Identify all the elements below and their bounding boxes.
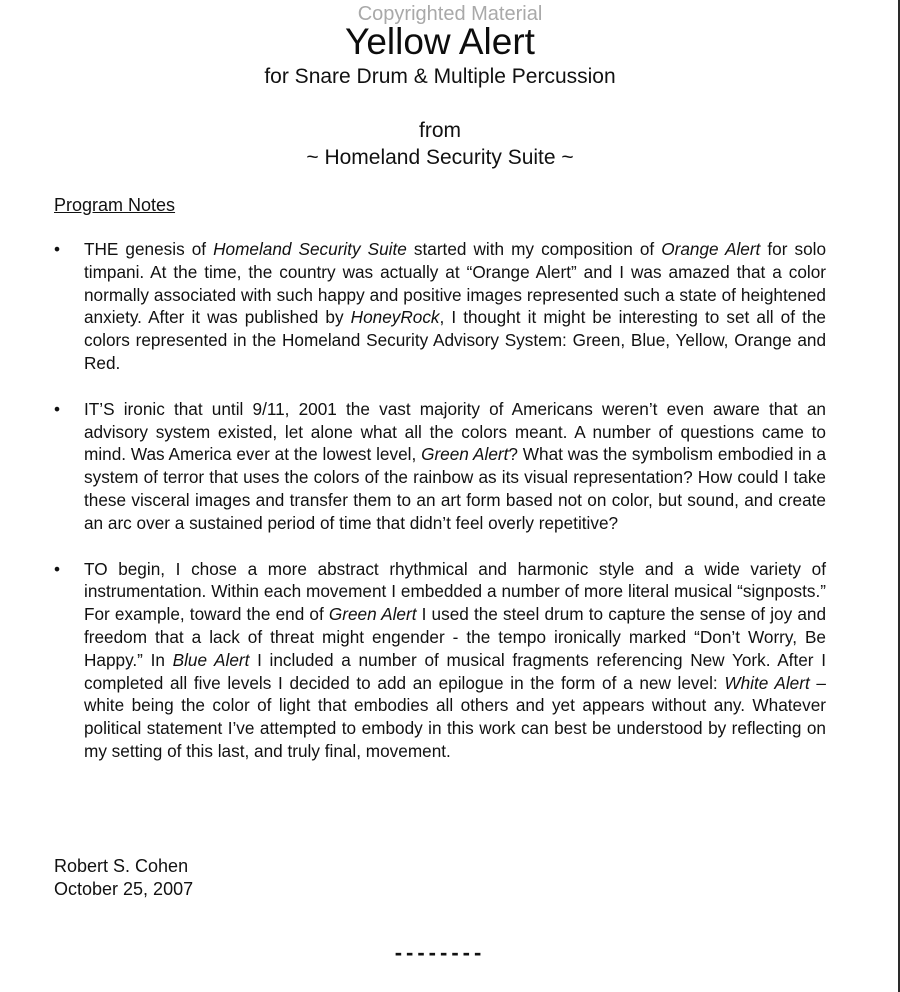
- signature-date: October 25, 2007: [54, 879, 194, 899]
- program-note-text: [84, 239, 826, 373]
- program-notes-heading: Program Notes: [54, 195, 176, 215]
- signature-block: [54, 855, 193, 901]
- note-text-run: for solo timpani. At the time, the country was actually at “Orange Alert” and I was amazed that a color normally associated with such happy and positive images represented such a state of heightened anxiety. After it was published by: [84, 239, 827, 328]
- program-notes-list: [54, 238, 826, 786]
- note-text-run: THE genesis of: [84, 239, 214, 259]
- note-text-run: I included a number of musical fragments referencing New York. After I completed all five levels I decided to add an epilogue in the form of a new level:: [84, 649, 826, 693]
- note-text-run: IT’S ironic that until 9/11, 2001 the vast majority of Americans weren’t even aware that an advisory system existed, let alone what all the colors meant. A number of questions came to mind. Was America ever at the lowest level,: [84, 398, 826, 465]
- italic-title-text: Blue Alert: [172, 649, 250, 670]
- program-note-item: [54, 558, 826, 763]
- note-text-run: – white being the color of light that embodies all others and yet appears without any. Whatever political statement I’ve attempted to embody in this work can best be understood by reflecting on my setting of this last, and truly final, movement.: [84, 672, 826, 761]
- suite-title: ~ Homeland Security Suite ~: [306, 146, 574, 169]
- note-text-run: started with my composition of: [406, 239, 662, 259]
- italic-title-text: White Alert: [724, 672, 810, 693]
- author-name: Robert S. Cohen: [54, 856, 189, 876]
- note-text-run: TO begin, I chose a more abstract rhythmical and harmonic style and a wide variety of instrumentation. Within each movement I embedded a number of more literal musical “signposts.” For example, toward the end of: [84, 558, 826, 625]
- italic-title-text: HoneyRock: [350, 307, 440, 328]
- bullet-icon: •: [54, 398, 61, 419]
- italic-title-text: Homeland Security Suite: [213, 239, 407, 259]
- copyright-watermark: Copyrighted Material: [357, 3, 543, 25]
- italic-title-text: Green Alert: [421, 444, 509, 465]
- end-dash-rule: --------: [394, 940, 486, 965]
- note-text-run: , I thought it might be interesting to set all of the colors represented in the Homeland Security Advisory System: Green, Blue, Yellow, Orange and Red.: [84, 307, 826, 373]
- piece-subtitle: for Snare Drum & Multiple Percussion: [264, 65, 616, 88]
- program-note-text: [84, 559, 826, 761]
- bullet-icon: •: [54, 239, 61, 259]
- note-text-run: I used the steel drum to capture the sense of joy and freedom that a lack of threat might engender - the tempo ironically marked “Don’t Worry, Be Happy.” In: [84, 604, 827, 670]
- bullet-icon: •: [54, 558, 61, 579]
- italic-title-text: Orange Alert: [661, 239, 761, 259]
- note-text-run: ? What was the symbolism embodied in a system of terror that uses the colors of the rainbow as its visual representation? How could I take these visceral images and transfer them to an art form based not on color, but sound, and create an arc over a sustained period of time that didn’t feel overly repetitive?: [84, 444, 826, 533]
- program-note-item: [54, 398, 826, 535]
- program-note-item: [54, 238, 826, 375]
- italic-title-text: Green Alert: [328, 604, 417, 625]
- piece-title: Yellow Alert: [345, 21, 535, 62]
- from-label: from: [419, 119, 461, 142]
- program-note-text: [84, 399, 826, 533]
